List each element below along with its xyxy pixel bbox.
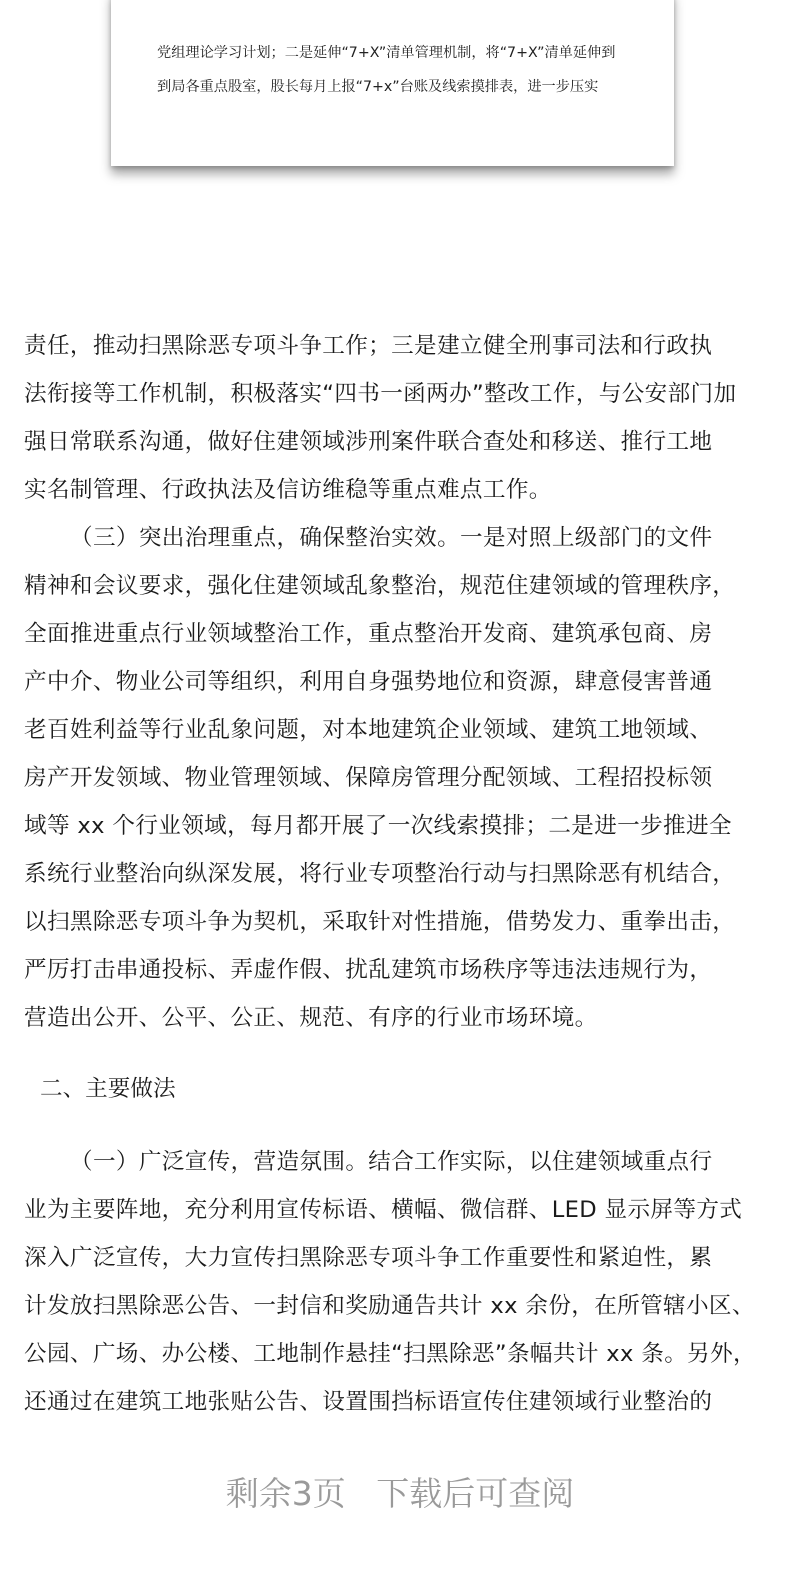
text-line: 营造出公开、公平、公正、规范、有序的行业市场环境。 xyxy=(24,1005,598,1031)
text-line: 以扫黑除恶专项斗争为契机，采取针对性措施，借势发力、重拳出击， xyxy=(24,909,736,935)
text-line: 深入广泛宣传，大力宣传扫黑除恶专项斗争工作重要性和紧迫性，累 xyxy=(24,1245,713,1271)
text-line: 强日常联系沟通，做好住建领域涉刑案件联合查处和移送、推行工地 xyxy=(24,429,713,455)
remaining-pages-download-prompt[interactable]: 剩余3页 下载后可查阅 xyxy=(225,1474,575,1513)
text-line: 老百姓利益等行业乱象问题，对本地建筑企业领域、建筑工地领域、 xyxy=(24,717,713,743)
text-line: 域等 xx 个行业领域，每月都开展了一次线索摸排；二是进一步推进全 xyxy=(24,813,732,839)
text-line: 公园、广场、办公楼、工地制作悬挂“扫黑除恶”条幅共计 xx 条。另外， xyxy=(24,1341,756,1367)
text-line: 全面推进重点行业领域整治工作，重点整治开发商、建筑承包商、房 xyxy=(24,621,713,647)
text-line: 计发放扫黑除恶公告、一封信和奖励通告共计 xx 余份，在所管辖小区、 xyxy=(24,1293,755,1319)
text-line: 产中介、物业公司等组织，利用自身强势地位和资源，肆意侵害普通 xyxy=(24,669,713,695)
text-line: 严厉打击串通投标、弄虚作假、扰乱建筑市场秩序等违法违规行为， xyxy=(24,957,713,983)
section-heading: 二、主要做法 xyxy=(40,1076,176,1102)
text-line: （一）广泛宣传，营造氛围。结合工作实际，以住建领域重点行 xyxy=(70,1149,713,1175)
card-text-line: 到局各重点股室，股长每月上报“7+x”台账及线索摸排表，进一步压实 xyxy=(157,79,599,95)
text-line: 还通过在建筑工地张贴公告、设置围挡标语宣传住建领域行业整治的 xyxy=(24,1389,713,1415)
card-text-line: 党组理论学习计划；二是延伸“7+X”清单管理机制，将“7+X”清单延伸到 xyxy=(157,45,616,61)
text-line: 业为主要阵地，充分利用宣传标语、横幅、微信群、LED 显示屏等方式 xyxy=(24,1197,743,1223)
text-line: 责任，推动扫黑除恶专项斗争工作；三是建立健全刑事司法和行政执 xyxy=(24,333,713,359)
text-line: 精神和会议要求，强化住建领域乱象整治，规范住建领域的管理秩序， xyxy=(24,573,736,599)
text-line: 法衔接等工作机制，积极落实“四书一函两办”整改工作，与公安部门加 xyxy=(24,381,737,407)
text-line: 系统行业整治向纵深发展，将行业专项整治行动与扫黑除恶有机结合， xyxy=(24,861,736,887)
document-preview-card xyxy=(111,0,674,166)
text-line: （三）突出治理重点，确保整治实效。一是对照上级部门的文件 xyxy=(70,525,713,551)
text-line: 实名制管理、行政执法及信访维稳等重点难点工作。 xyxy=(24,477,552,503)
text-line: 房产开发领域、物业管理领域、保障房管理分配领域、工程招投标领 xyxy=(24,765,713,791)
